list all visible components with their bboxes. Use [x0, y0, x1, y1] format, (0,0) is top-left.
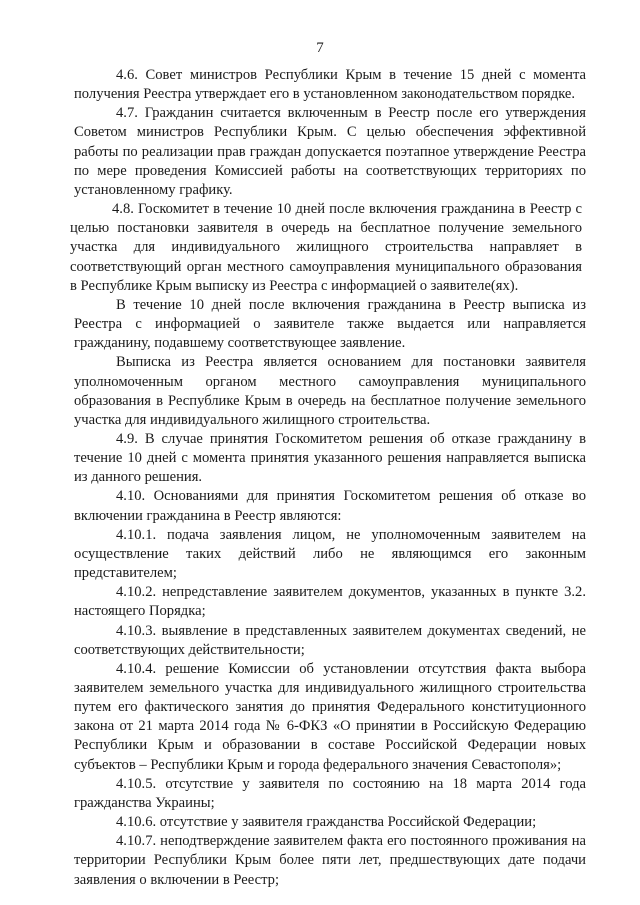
paragraph-4-8: 4.8. Госкомитет в течение 10 дней после включения гражданина в Реестр с целью постановки заявителя в очередь на бесплатное получение земельного участка для индивидуального жилищного строительства направляет в соответствующий орган местного самоуправления муниципального образования в Республике Крым выписку из Реестра с информацией о заявителе(ях). — [70, 201, 582, 294]
paragraph-4-10-3: 4.10.3. выявление в представленных заявителем документах сведений, не соответствующих действительности; — [74, 622, 586, 658]
paragraph-extract-basis: Выписка из Реестра является основанием для постановки заявителя уполномоченным органом местного самоуправления муниципального образования в Республике Крым в очередь на бесплатное получение земельного участка для индивидуального жилищного строительства. — [74, 354, 586, 428]
paragraph-extract-issuance: В течение 10 дней после включения гражданина в Реестр выписка из Реестра с информацией о заявителе также выдается или направляется гражданину, подавшему соответствующее заявление. — [74, 296, 586, 352]
paragraph-4-10-5: 4.10.5. отсутствие у заявителя по состоянию на 18 марта 2014 года гражданства Украины; — [74, 775, 586, 811]
paragraph-4-10-7: 4.10.7. неподтверждение заявителем факта его постоянного проживания на территории Республики Крым более пяти лет, предшествующих дате подачи заявления о включении в Реестр; — [74, 833, 586, 888]
paragraph-4-10-6: 4.10.6. отсутствие у заявителя гражданства Российской Федерации; — [116, 814, 537, 831]
paragraph-4-10: 4.10. Основаниями для принятия Госкомитетом решения об отказе во включении гражданина в Реестр являются: — [74, 488, 586, 524]
paragraph-4-6: 4.6. Совет министров Республики Крым в течение 15 дней с момента получения Реестра утверждает его в установленном законодательством порядке. — [74, 67, 586, 103]
paragraph-4-10-1: 4.10.1. подача заявления лицом, не уполномоченным заявителем на осуществление таких действий либо не являющимся его законным представителем; — [74, 526, 586, 582]
page-number: 7 — [316, 40, 324, 56]
paragraph-4-10-4: 4.10.4. решение Комиссии об установлении отсутствия факта выбора заявителем земельного участка для индивидуального жилищного строительства путем его фактического занятия до принятия Федерального конституционного закона от 21 марта 2014 года № 6-ФКЗ «О принятии в Российскую Федерацию Республики Крым и образовании в составе Российской Федерации новых субъектов – Республики Крым и города федерального значения Севастополя»; — [74, 660, 586, 773]
paragraph-4-9: 4.9. В случае принятия Госкомитетом решения об отказе гражданину в течение 10 дней с момента принятия указанного решения направляется выписка из данного решения. — [74, 430, 586, 486]
paragraph-4-10-2: 4.10.2. непредставление заявителем документов, указанных в пункте 3.2. настоящего Порядка; — [74, 584, 586, 620]
paragraph-4-7: 4.7. Гражданин считается включенным в Реестр после его утверждения Советом министров Республики Крым. С целью обеспечения эффективной работы по реализации прав граждан допускается поэтапное утверждение Реестра по мере проведения Комиссией работы на соответствующих территориях по установленному графику. — [74, 105, 586, 198]
document-body — [70, 66, 586, 890]
